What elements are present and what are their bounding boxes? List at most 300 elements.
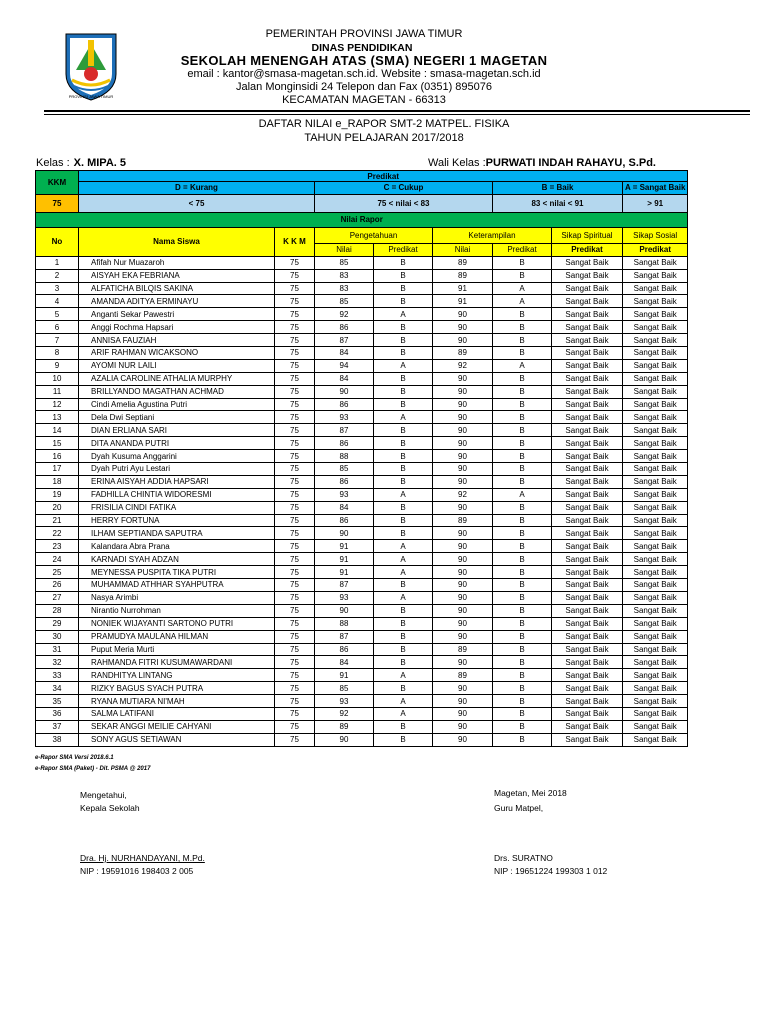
cell-pengetahuan-predikat: B [374,437,433,450]
cell-pengetahuan-predikat: B [374,321,433,334]
cell-kkm: 75 [275,475,315,488]
cell-pengetahuan-predikat: B [374,334,433,347]
cell-nama: DITA ANANDA PUTRI [79,437,275,450]
principal-title: Kepala Sekolah [80,803,140,813]
cell-kkm: 75 [275,308,315,321]
cell-sikap-spiritual: Sangat Baik [552,617,623,630]
cell-keterampilan-nilai: 90 [433,398,493,411]
nilai-rapor-header: Nilai Rapor [36,212,688,227]
cell-keterampilan-nilai: 90 [433,695,493,708]
cell-sikap-sosial: Sangat Baik [623,256,688,269]
cell-keterampilan-predikat: B [493,501,552,514]
cell-no: 25 [36,566,79,579]
cell-kkm: 75 [275,707,315,720]
cell-keterampilan-predikat: B [493,308,552,321]
cell-sikap-spiritual: Sangat Baik [552,372,623,385]
cell-nama: AMANDA ADITYA ERMINAYU [79,295,275,308]
range-d: < 75 [79,194,315,212]
cell-nama: AISYAH EKA FEBRIANA [79,269,275,282]
cell-pengetahuan-predikat: B [374,372,433,385]
cell-keterampilan-nilai: 91 [433,295,493,308]
cell-nama: Nasya Arimbi [79,591,275,604]
table-row [36,579,688,592]
cell-keterampilan-predikat: A [493,359,552,372]
cell-sikap-sosial: Sangat Baik [623,553,688,566]
cell-nama: ERINA AISYAH ADDIA HAPSARI [79,475,275,488]
cell-sikap-sosial: Sangat Baik [623,334,688,347]
cell-nama: ARIF RAHMAN WICAKSONO [79,347,275,360]
table-row [36,269,688,282]
cell-kkm: 75 [275,295,315,308]
school-name: SEKOLAH MENENGAH ATAS (SMA) NEGERI 1 MAGETAN [180,53,548,68]
cell-no: 14 [36,424,79,437]
cell-pengetahuan-predikat: A [374,488,433,501]
cell-no: 20 [36,501,79,514]
cell-sikap-sosial: Sangat Baik [623,617,688,630]
table-row [36,566,688,579]
cell-sikap-spiritual: Sangat Baik [552,282,623,295]
cell-no: 9 [36,359,79,372]
cell-nama: SONY AGUS SETIAWAN [79,733,275,746]
cell-pengetahuan-nilai: 86 [315,514,374,527]
cell-pengetahuan-predikat: A [374,540,433,553]
cell-keterampilan-predikat: B [493,669,552,682]
cell-pengetahuan-nilai: 87 [315,424,374,437]
cell-keterampilan-nilai: 90 [433,527,493,540]
cell-no: 18 [36,475,79,488]
cell-pengetahuan-nilai: 90 [315,527,374,540]
table-row [36,707,688,720]
cell-nama: BRILLYANDO MAGATHAN ACHMAD [79,385,275,398]
cell-sikap-sosial: Sangat Baik [623,733,688,746]
cell-no: 34 [36,682,79,695]
version-note-1: e-Rapor SMA Versi 2018.6.1 [35,755,114,761]
cell-sikap-sosial: Sangat Baik [623,514,688,527]
cell-keterampilan-nilai: 90 [433,656,493,669]
table-row [36,553,688,566]
cell-no: 22 [36,527,79,540]
cell-keterampilan-nilai: 89 [433,669,493,682]
cell-no: 26 [36,579,79,592]
cell-pengetahuan-predikat: B [374,604,433,617]
cell-keterampilan-nilai: 89 [433,256,493,269]
cell-pengetahuan-predikat: B [374,527,433,540]
cell-pengetahuan-nilai: 86 [315,398,374,411]
cell-pengetahuan-predikat: B [374,656,433,669]
cell-kkm: 75 [275,643,315,656]
cell-pengetahuan-nilai: 84 [315,501,374,514]
cell-sikap-sosial: Sangat Baik [623,527,688,540]
cell-keterampilan-nilai: 90 [433,437,493,450]
table-row [36,450,688,463]
cell-pengetahuan-nilai: 86 [315,475,374,488]
cell-keterampilan-predikat: B [493,385,552,398]
class-label: Kelas : [36,157,70,169]
cell-nama: RYANA MUTIARA NI'MAH [79,695,275,708]
cell-nama: Nirantio Nurrohman [79,604,275,617]
table-row [36,437,688,450]
principal-name: Dra. Hj. NURHANDAYANI, M.Pd. [80,853,205,863]
cell-sikap-sosial: Sangat Baik [623,308,688,321]
cell-no: 24 [36,553,79,566]
cell-keterampilan-nilai: 90 [433,385,493,398]
cell-no: 1 [36,256,79,269]
teacher-title: Guru Matpel, [494,803,544,813]
cell-sikap-spiritual: Sangat Baik [552,463,623,476]
cell-pengetahuan-nilai: 92 [315,308,374,321]
cell-pengetahuan-nilai: 91 [315,566,374,579]
header-address: Jalan Monginsidi 24 Telepon dan Fax (0351) 895076 [235,81,493,93]
cell-sikap-sosial: Sangat Baik [623,630,688,643]
cell-sikap-spiritual: Sangat Baik [552,424,623,437]
cell-nama: Puput Meria Murti [79,643,275,656]
cell-keterampilan-nilai: 91 [433,282,493,295]
cell-nama: Dyah Putri Ayu Lestari [79,463,275,476]
cell-kkm: 75 [275,321,315,334]
cell-nama: Cindi Amelia Agustina Putri [79,398,275,411]
cell-sikap-spiritual: Sangat Baik [552,527,623,540]
cell-kkm: 75 [275,282,315,295]
cell-sikap-spiritual: Sangat Baik [552,682,623,695]
cell-sikap-spiritual: Sangat Baik [552,334,623,347]
cell-sikap-sosial: Sangat Baik [623,295,688,308]
cell-keterampilan-predikat: A [493,295,552,308]
cell-no: 27 [36,591,79,604]
cell-keterampilan-nilai: 90 [433,411,493,424]
cell-kkm: 75 [275,437,315,450]
cell-no: 6 [36,321,79,334]
cell-sikap-sosial: Sangat Baik [623,359,688,372]
table-row [36,720,688,733]
cell-pengetahuan-predikat: B [374,295,433,308]
cell-no: 8 [36,347,79,360]
cell-nama: Anggi Rochma Hapsari [79,321,275,334]
cell-nama: SEKAR ANGGI MEILIE CAHYANI [79,720,275,733]
cell-pengetahuan-predikat: B [374,514,433,527]
table-row [36,501,688,514]
table-row [36,695,688,708]
cell-keterampilan-predikat: B [493,695,552,708]
cell-pengetahuan-nilai: 93 [315,488,374,501]
cell-kkm: 75 [275,682,315,695]
cell-sikap-spiritual: Sangat Baik [552,256,623,269]
cell-nama: Dela Dwi Septiani [79,411,275,424]
cell-sikap-spiritual: Sangat Baik [552,566,623,579]
table-row [36,488,688,501]
table-row [36,682,688,695]
cell-sikap-sosial: Sangat Baik [623,372,688,385]
cell-kkm: 75 [275,372,315,385]
cell-no: 19 [36,488,79,501]
header-district: KECAMATAN MAGETAN - 66313 [282,94,446,106]
cell-keterampilan-predikat: B [493,411,552,424]
table-row [36,630,688,643]
cell-pengetahuan-predikat: B [374,617,433,630]
table-row [36,424,688,437]
cell-sikap-sosial: Sangat Baik [623,669,688,682]
cell-no: 17 [36,463,79,476]
cell-keterampilan-nilai: 90 [433,475,493,488]
table-row [36,282,688,295]
cell-sikap-sosial: Sangat Baik [623,411,688,424]
table-row [36,359,688,372]
cell-nama: Kalandara Abra Prana [79,540,275,553]
cell-pengetahuan-nilai: 86 [315,437,374,450]
cell-sikap-sosial: Sangat Baik [623,347,688,360]
cell-keterampilan-predikat: B [493,553,552,566]
cell-keterampilan-nilai: 92 [433,488,493,501]
cell-sikap-sosial: Sangat Baik [623,604,688,617]
grades-table [35,170,688,747]
cell-no: 16 [36,450,79,463]
cell-pengetahuan-nilai: 90 [315,733,374,746]
kkm-header: KKM [36,171,79,195]
cell-nama: RANDHITYA LINTANG [79,669,275,682]
cell-nama: DIAN ERLIANA SARI [79,424,275,437]
sub-spiritual-predikat: Predikat [552,243,623,256]
cell-sikap-spiritual: Sangat Baik [552,385,623,398]
legend-a: A = Sangat Baik [623,182,688,195]
cell-pengetahuan-nilai: 83 [315,269,374,282]
cell-no: 10 [36,372,79,385]
cell-nama: MEYNESSA PUSPITA TIKA PUTRI [79,566,275,579]
cell-no: 32 [36,656,79,669]
table-row [36,256,688,269]
cell-sikap-sosial: Sangat Baik [623,321,688,334]
cell-pengetahuan-nilai: 88 [315,617,374,630]
cell-nama: Afifah Nur Muazaroh [79,256,275,269]
cell-keterampilan-predikat: B [493,617,552,630]
cell-pengetahuan-predikat: B [374,682,433,695]
table-row [36,308,688,321]
cell-keterampilan-predikat: B [493,424,552,437]
cell-sikap-spiritual: Sangat Baik [552,437,623,450]
cell-keterampilan-predikat: B [493,656,552,669]
approval-label: Mengetahui, [80,790,127,800]
cell-sikap-spiritual: Sangat Baik [552,591,623,604]
col-nama-siswa: Nama Siswa [79,227,275,256]
cell-keterampilan-predikat: B [493,514,552,527]
cell-sikap-spiritual: Sangat Baik [552,579,623,592]
cell-no: 37 [36,720,79,733]
cell-keterampilan-predikat: B [493,450,552,463]
header-line-2: DINAS PENDIDIKAN [311,42,413,54]
cell-pengetahuan-nilai: 89 [315,720,374,733]
col-sikap-sosial: Sikap Sosial [623,227,688,243]
cell-kkm: 75 [275,630,315,643]
sub-sosial-predikat: Predikat [623,243,688,256]
cell-pengetahuan-nilai: 91 [315,669,374,682]
cell-nama: MUHAMMAD ATHHAR SYAHPUTRA [79,579,275,592]
cell-pengetahuan-nilai: 90 [315,604,374,617]
cell-no: 13 [36,411,79,424]
cell-keterampilan-predikat: B [493,682,552,695]
cell-pengetahuan-predikat: B [374,385,433,398]
cell-kkm: 75 [275,733,315,746]
cell-sikap-sosial: Sangat Baik [623,695,688,708]
cell-sikap-sosial: Sangat Baik [623,398,688,411]
cell-nama: ILHAM SEPTIANDA SAPUTRA [79,527,275,540]
header-divider-thick [44,110,750,112]
cell-sikap-sosial: Sangat Baik [623,707,688,720]
cell-sikap-sosial: Sangat Baik [623,720,688,733]
cell-sikap-spiritual: Sangat Baik [552,411,623,424]
cell-kkm: 75 [275,398,315,411]
col-kkm: K K M [275,227,315,256]
table-row [36,347,688,360]
cell-pengetahuan-predikat: B [374,733,433,746]
table-row [36,321,688,334]
cell-sikap-spiritual: Sangat Baik [552,501,623,514]
predikat-header: Predikat [79,171,688,182]
cell-nama: FADHILLA CHINTIA WIDORESMI [79,488,275,501]
table-row [36,385,688,398]
cell-no: 12 [36,398,79,411]
cell-pengetahuan-nilai: 85 [315,295,374,308]
cell-pengetahuan-nilai: 93 [315,695,374,708]
cell-kkm: 75 [275,463,315,476]
table-row [36,295,688,308]
cell-sikap-sosial: Sangat Baik [623,269,688,282]
cell-pengetahuan-predikat: A [374,591,433,604]
range-b: 83 < nilai < 91 [493,194,623,212]
cell-kkm: 75 [275,617,315,630]
cell-keterampilan-nilai: 90 [433,617,493,630]
cell-keterampilan-predikat: B [493,733,552,746]
cell-pengetahuan-predikat: B [374,475,433,488]
cell-pengetahuan-nilai: 83 [315,282,374,295]
table-row [36,591,688,604]
cell-no: 29 [36,617,79,630]
sub-pengetahuan-nilai: Nilai [315,243,374,256]
cell-kkm: 75 [275,424,315,437]
cell-sikap-spiritual: Sangat Baik [552,295,623,308]
cell-nama: RIZKY BAGUS SYACH PUTRA [79,682,275,695]
range-a: > 91 [623,194,688,212]
cell-sikap-spiritual: Sangat Baik [552,514,623,527]
cell-kkm: 75 [275,527,315,540]
cell-keterampilan-predikat: B [493,372,552,385]
cell-sikap-spiritual: Sangat Baik [552,321,623,334]
cell-nama: ANNISA FAUZIAH [79,334,275,347]
table-row [36,475,688,488]
logo-text: PROVINSI JAWA TIMUR [68,94,114,99]
cell-no: 5 [36,308,79,321]
cell-keterampilan-nilai: 90 [433,630,493,643]
cell-pengetahuan-nilai: 85 [315,256,374,269]
cell-no: 23 [36,540,79,553]
cell-nama: AYOMI NUR LAILI [79,359,275,372]
col-no: No [36,227,79,256]
cell-sikap-sosial: Sangat Baik [623,488,688,501]
cell-kkm: 75 [275,656,315,669]
cell-keterampilan-predikat: B [493,334,552,347]
sub-keterampilan-predikat: Predikat [493,243,552,256]
cell-sikap-spiritual: Sangat Baik [552,643,623,656]
cell-keterampilan-predikat: B [493,527,552,540]
cell-keterampilan-nilai: 90 [433,463,493,476]
cell-pengetahuan-predikat: B [374,269,433,282]
cell-pengetahuan-nilai: 87 [315,630,374,643]
cell-no: 11 [36,385,79,398]
cell-keterampilan-nilai: 90 [433,450,493,463]
cell-keterampilan-predikat: A [493,488,552,501]
table-row [36,643,688,656]
range-c: 75 < nilai < 83 [315,194,493,212]
cell-kkm: 75 [275,359,315,372]
cell-kkm: 75 [275,566,315,579]
cell-keterampilan-predikat: B [493,475,552,488]
cell-sikap-spiritual: Sangat Baik [552,347,623,360]
cell-keterampilan-predikat: B [493,643,552,656]
cell-sikap-spiritual: Sangat Baik [552,720,623,733]
cell-sikap-sosial: Sangat Baik [623,475,688,488]
cell-no: 33 [36,669,79,682]
homeroom-teacher-info [428,157,656,169]
cell-sikap-sosial: Sangat Baik [623,682,688,695]
cell-keterampilan-nilai: 90 [433,321,493,334]
cell-no: 36 [36,707,79,720]
cell-keterampilan-nilai: 90 [433,308,493,321]
cell-pengetahuan-predikat: B [374,643,433,656]
cell-sikap-sosial: Sangat Baik [623,463,688,476]
cell-pengetahuan-nilai: 91 [315,540,374,553]
cell-kkm: 75 [275,269,315,282]
cell-keterampilan-predikat: B [493,707,552,720]
cell-keterampilan-predikat: B [493,591,552,604]
cell-keterampilan-predikat: B [493,463,552,476]
table-row [36,669,688,682]
cell-pengetahuan-predikat: A [374,308,433,321]
cell-pengetahuan-nilai: 84 [315,347,374,360]
cell-kkm: 75 [275,501,315,514]
cell-keterampilan-nilai: 90 [433,591,493,604]
cell-keterampilan-nilai: 90 [433,334,493,347]
header-divider-thin [44,114,750,115]
table-row [36,334,688,347]
version-note-2: e-Rapor SMA (Paket) - Dit. PSMA @ 2017 [35,766,151,772]
cell-pengetahuan-nilai: 84 [315,372,374,385]
cell-sikap-sosial: Sangat Baik [623,385,688,398]
cell-pengetahuan-predikat: A [374,553,433,566]
cell-pengetahuan-predikat: B [374,282,433,295]
cell-pengetahuan-predikat: B [374,450,433,463]
cell-kkm: 75 [275,385,315,398]
cell-pengetahuan-predikat: B [374,463,433,476]
cell-nama: NONIEK WIJAYANTI SARTONO PUTRI [79,617,275,630]
kkm-value: 75 [36,194,79,212]
cell-sikap-sosial: Sangat Baik [623,591,688,604]
cell-pengetahuan-predikat: A [374,669,433,682]
table-row [36,656,688,669]
cell-kkm: 75 [275,604,315,617]
cell-kkm: 75 [275,411,315,424]
cell-kkm: 75 [275,669,315,682]
cell-sikap-spiritual: Sangat Baik [552,488,623,501]
class-value: X. MIPA. 5 [73,157,127,169]
cell-no: 2 [36,269,79,282]
cell-pengetahuan-nilai: 84 [315,656,374,669]
cell-pengetahuan-nilai: 93 [315,591,374,604]
cell-kkm: 75 [275,553,315,566]
col-pengetahuan: Pengetahuan [315,227,433,243]
cell-sikap-spiritual: Sangat Baik [552,308,623,321]
cell-sikap-sosial: Sangat Baik [623,501,688,514]
teacher-nip: NIP : 19651224 199303 1 012 [494,866,608,876]
cell-keterampilan-nilai: 90 [433,682,493,695]
legend-c: C = Cukup [315,182,493,195]
cell-kkm: 75 [275,514,315,527]
